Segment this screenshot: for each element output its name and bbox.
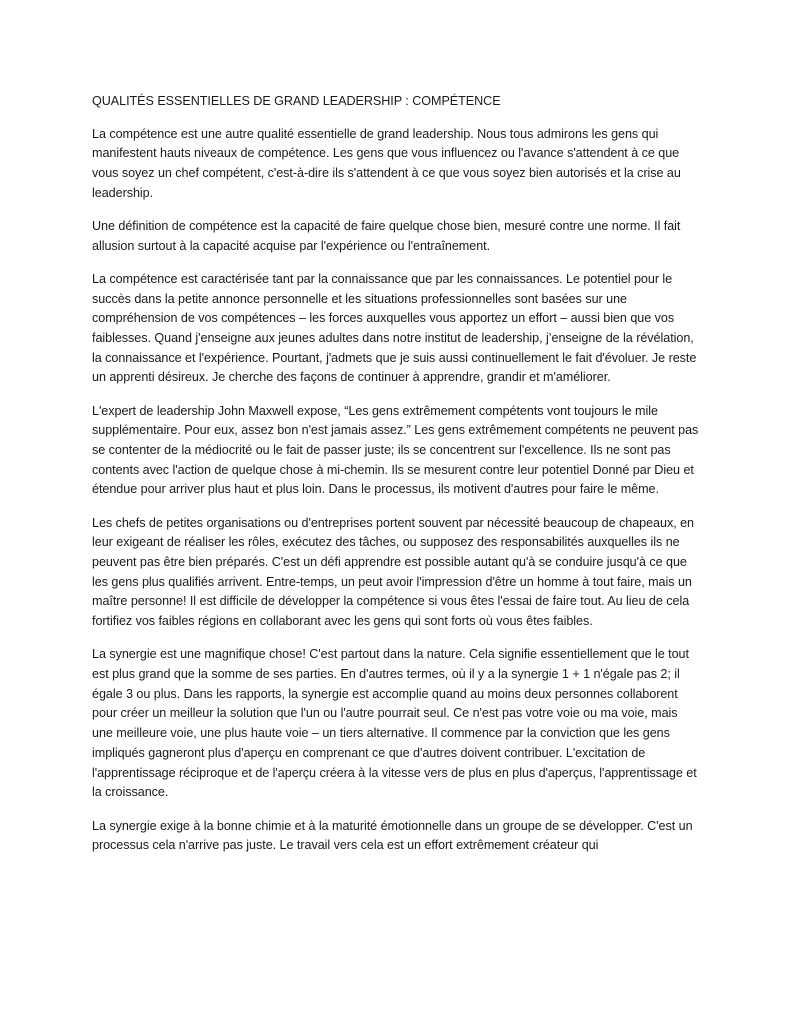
paragraph: Une définition de compétence est la capacité de faire quelque chose bien, mesuré contre une norme. Il fait allusion surtout à la capacité acquise par l'expérience ou l'entraînement. <box>92 219 681 253</box>
document-title: QUALITÉS ESSENTIELLES DE GRAND LEADERSHIP : COMPÉTENCE <box>92 94 501 108</box>
paragraph: L'expert de leadership John Maxwell expose, “Les gens extrêmement compétents vont toujours le mile supplémentaire. Pour eux, assez bon n'est jamais assez.” Les gens extrêmement compétents ne peuvent pas se contenter de la médiocrité ou le fait de passer juste; ils se concentrent sur l'excellence. Ils ne sont pas contents avec l'action de quelque chose à mi-chemin. Ils se mesurent contre leur potentiel Donné par Dieu et étendue pour arriver plus haut et plus loin. Dans le processus, ils motivent d'autres pour faire le même. <box>92 403 699 497</box>
paragraph: Les chefs de petites organisations ou d'entreprises portent souvent par nécessité beaucoup de chapeaux, en leur exigeant de réaliser les rôles, exécutez des tâches, ou supposez des responsabilités auxquelles ils ne peuvent pas être bien préparés. C'est un défi apprendre est possible autant qu'à se conduire jusqu'à ce que les gens plus qualifiés arrivent. Entre-temps, un peut avoir l'impression d'être un homme à tout faire, mais un maître personne! Il est difficile de développer la compétence si vous êtes l'essai de faire tout. Au lieu de cela fortifiez vos faibles régions en collaborant avec les gens qui sont forts où vous êtes faibles. <box>92 515 695 629</box>
document-body <box>92 92 700 869</box>
paragraph: La synergie exige à la bonne chimie et à la maturité émotionnelle dans un groupe de se développer. C'est un processus cela n'arrive pas juste. Le travail vers cela est un effort extrêmement créateur qui <box>92 818 693 853</box>
paragraph: La synergie est une magnifique chose! C'est partout dans la nature. Cela signifie essentiellement que le tout est plus grand que la somme de ses parties. En d'autres termes, où il y a la synergie 1 + 1 n'égale pas 2; il égale 3 ou plus. Dans les rapports, la synergie est accomplie quand au moins deux personnes collaborent pour créer un meilleur la solution que l'un ou l'autre pourrait seul. Ce n'est pas votre voie ou ma voie, mais une meilleure voie, une plus haute voie – un tiers alternative. Il commence par la conviction que les gens impliqués gagneront plus d'aperçu en comprenant ce que d'autres doivent contribuer. L'excitation de l'apprentissage réciproque et de l'aperçu créera à la vitesse vers de plus en plus d'aperçus, l'apprentissage et la croissance. <box>92 647 697 800</box>
paragraph: La compétence est caractérisée tant par la connaissance que par les connaissances. Le potentiel pour le succès dans la petite annonce personnelle et les situations professionnelles sont basées sur une compréhension de vos compétences – les forces auxquelles vous apportez un effort – aussi bien que vos faiblesses. Quand j'enseigne aux jeunes adultes dans notre institut de leadership, j’enseigne de la révélation, la connaissance et l'expérience. Pourtant, j'admets que je suis aussi continuellement le fait d'évoluer. Je reste un apprenti désireux. Je cherche des façons de continuer à apprendre, grandir et m'améliorer. <box>92 271 697 385</box>
paragraph: La compétence est une autre qualité essentielle de grand leadership. Nous tous admirons les gens qui manifestent hauts niveaux de compétence. Les gens que vous influencez ou l'avance s'attendent à ce que vous soyez un chef compétent, c'est-à-dire ils s'attendent à ce que vous soyez bien autorisés et la crise au leadership. <box>92 126 681 200</box>
